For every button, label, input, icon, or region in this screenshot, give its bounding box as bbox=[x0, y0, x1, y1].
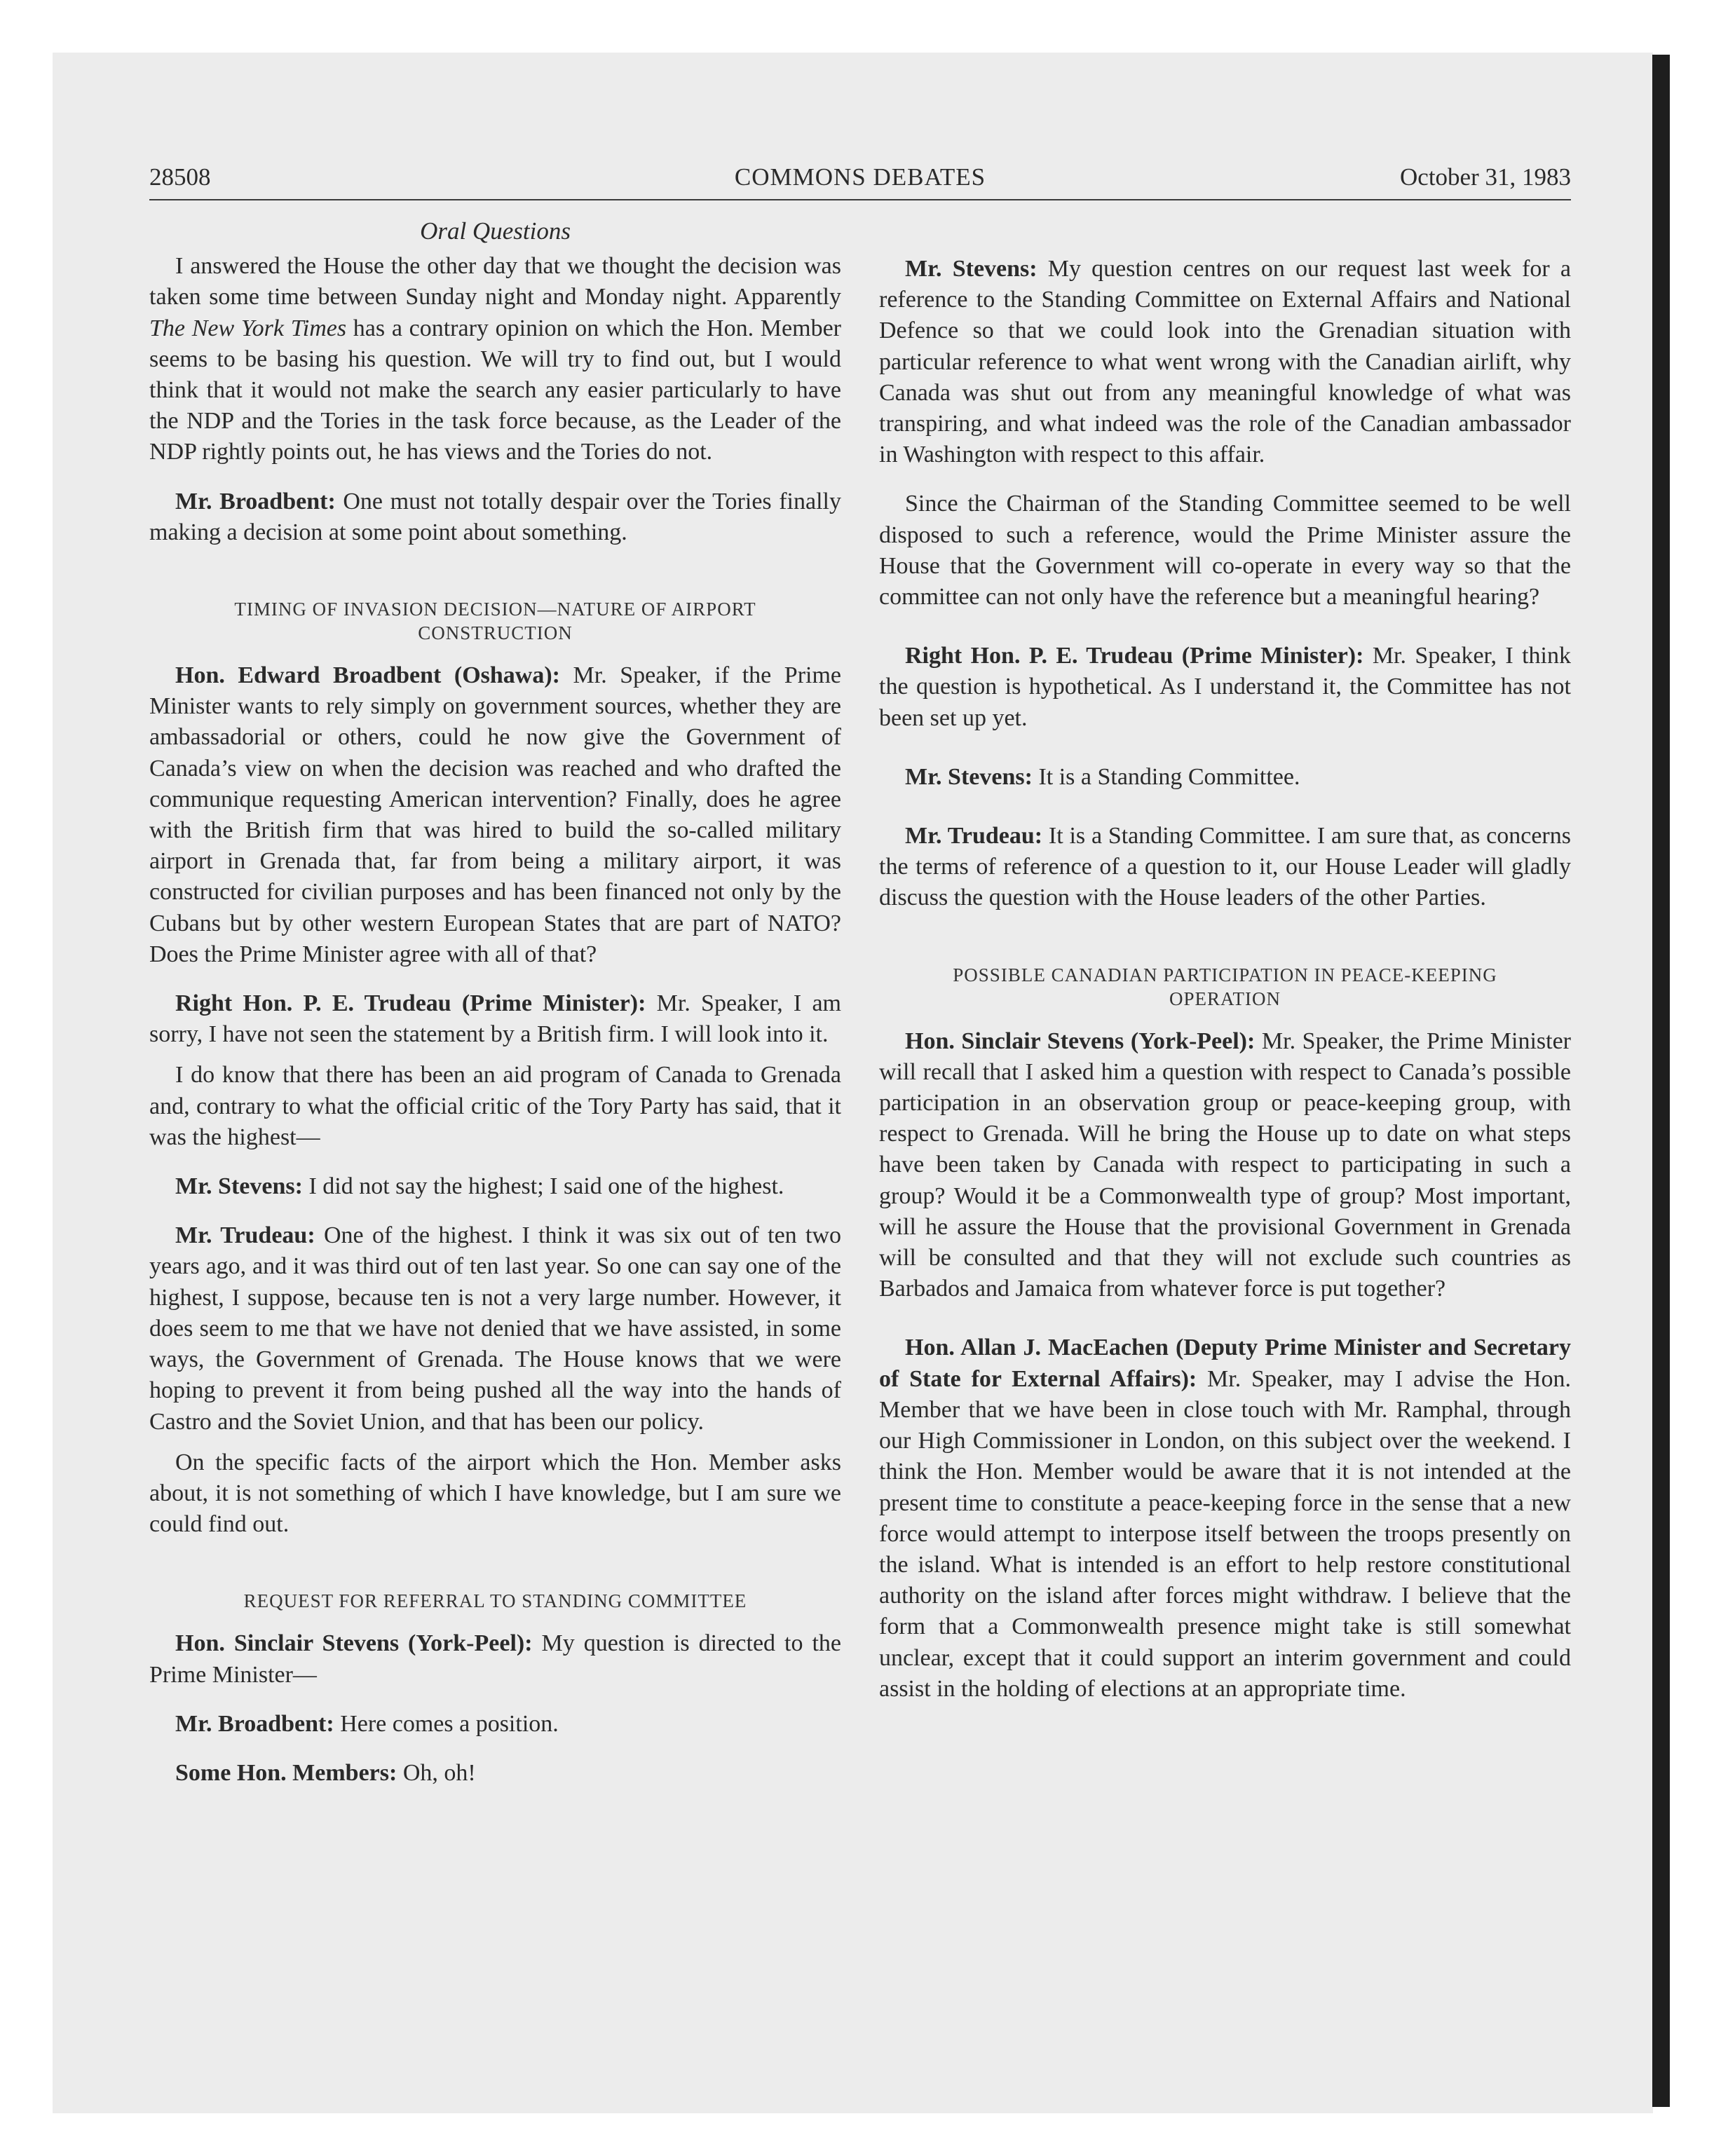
paragraph bbox=[879, 489, 1571, 613]
paragraph-text: It is a Standing Committee. bbox=[1032, 763, 1300, 790]
paragraph bbox=[149, 660, 841, 970]
publication-date: October 31, 1983 bbox=[1400, 163, 1571, 191]
paragraph-text: Since the Chairman of the Standing Committee seemed to be well disposed to such a reference, would the Prime Minister assure the House that the Government will co-operate in every way so that the committee can not only have the reference but a meaningful hearing? bbox=[879, 491, 1571, 610]
paragraph bbox=[879, 254, 1571, 470]
paragraph bbox=[879, 821, 1571, 914]
paragraph bbox=[149, 486, 841, 548]
paragraph bbox=[879, 641, 1571, 734]
paragraph bbox=[149, 1220, 841, 1437]
paragraph bbox=[149, 251, 841, 468]
paragraph-text: On the specific facts of the airport which the Hon. Member asks about, it is not something of which I have knowledge, but I am sure we could find out. bbox=[149, 1449, 841, 1538]
paragraph-text: One must not totally despair over the Tories finally making a decision at some point about something. bbox=[149, 488, 841, 545]
paragraph bbox=[879, 1026, 1571, 1305]
paragraph bbox=[149, 1628, 841, 1690]
paragraph bbox=[149, 1171, 841, 1202]
italic-title: The New York Times bbox=[149, 315, 347, 341]
paragraph bbox=[879, 762, 1571, 793]
section-heading: POSSIBLE CANADIAN PARTICIPATION IN PEACE-KEEPING OPERATION bbox=[953, 964, 1497, 1009]
speaker-name: Mr. Stevens: bbox=[905, 763, 1033, 790]
paragraph-text: Mr. Speaker, I am sorry, I have not seen the statement by a British firm. I will look into it. bbox=[149, 990, 841, 1048]
speaker-name: Mr. Broadbent: bbox=[175, 1710, 334, 1737]
speaker-name: Mr. Stevens: bbox=[905, 256, 1037, 282]
paragraph-text: Mr. Speaker, may I advise the Hon. Member that we have been in close touch with Mr. Ramphal, through our High Commissioner in London, on this subject over the weekend. I think the Hon. Member would be aware that it is not intended at the present time to constitute a peace-keeping force in the sense that a new force would attempt to interpose itself between the troops presently on the island. What is intended is an effort to help restore constitutional authority on the island after forces might withdraw. I believe that the form that a Commonwealth presence might take is still somewhat unclear, except that it could support an interim government and could assist in the holding of elections at an appropriate time. bbox=[879, 1365, 1571, 1702]
paragraph-text: Here comes a position. bbox=[334, 1710, 559, 1737]
paragraph-text: Oh, oh! bbox=[397, 1759, 476, 1786]
paragraph-text: I do know that there has been an aid program of Canada to Grenada and, contrary to what the official critic of the Tory Party has said, that it was the highest— bbox=[149, 1062, 841, 1150]
speaker-name: Mr. Stevens: bbox=[175, 1173, 303, 1200]
speaker-name: Hon. Sinclair Stevens (York-Peel): bbox=[175, 1630, 533, 1657]
paragraph bbox=[879, 1332, 1571, 1704]
paragraph-text: My question centres on our request last week for a reference to the Standing Committee on External Affairs and National Defence so that we could look into the Grenadian situation with particular reference to what went wrong with the Canadian airlift, why Canada was shut out from any meaningful knowledge of what was transpiring, and what indeed was the role of the Canadian ambassador in Washington with respect to this affair. bbox=[879, 256, 1571, 468]
speaker-name: Right Hon. P. E. Trudeau (Prime Minister): bbox=[175, 990, 646, 1017]
speaker-name: Some Hon. Members: bbox=[175, 1759, 397, 1786]
paragraph-text: One of the highest. I think it was six out of ten two years ago, and it was third out of ten last year. So one can say one of the highest, I suppose, because ten is not a very large number. However, it does seem to me that we have not denied that we have assisted, in some ways, the Government of Grenada. The House knows that we were hoping to prevent it from being pushed all the way into the hands of Castro and the Soviet Union, and that has been our policy. bbox=[149, 1222, 841, 1435]
paragraph bbox=[149, 1060, 841, 1153]
paragraph bbox=[149, 988, 841, 1050]
scan-edge-shadow bbox=[1652, 55, 1670, 2107]
speaker-name: Mr. Broadbent: bbox=[175, 488, 336, 514]
paragraph-text: My question is directed to the Prime Minister— bbox=[149, 1630, 841, 1688]
paragraph-text: Mr. Speaker, the Prime Minister will recall that I asked him a question with respect to Canada’s possible participation in an observation group or peace-keeping group, with respect to Grenada. Will he bring the House up to date on what steps have been taken by Canada with respect to participating in such a group? Would it be a Commonwealth type of group? Most important, will he assure the House that the provisional Government in Grenada will be consulted and that they will not exclude such countries as Barbados and Jamaica from whatever force is put together? bbox=[879, 1028, 1571, 1302]
paragraph-text: Mr. Speaker, if the Prime Minister wants to rely simply on government sources, whether they are ambassadorial or others, could he now give the Government of Canada’s view on when the decision was reached and who drafted the communique requesting American intervention? Finally, does he agree with the British firm that was hired to build the so-called military airport in Grenada that, far from being a military airport, it was constructed for civilian purposes and has been financed not only by the Cubans but by other western European States that are part of NATO? Does the Prime Minister agree with all of that? bbox=[149, 662, 841, 967]
speaker-name: Hon. Allan J. MacEachen (Deputy Prime Minister and Secretary of State for External Affairs): bbox=[879, 1335, 1571, 1392]
speaker-name: Hon. Sinclair Stevens (York-Peel): bbox=[905, 1028, 1256, 1054]
paragraph-text: has a contrary opinion on which the Hon. Member seems to be basing his question. We will try to find out, but I would think that it would not make the search any easier particularly to have the NDP and the Tories in the task force because, as the Leader of the NDP rightly points out, he has views and the Tories do not. bbox=[149, 315, 841, 465]
speaker-name: Mr. Trudeau: bbox=[905, 823, 1043, 850]
paragraph-text: I answered the House the other day that we thought the decision was taken some time between Sunday night and Monday night. Apparently bbox=[149, 253, 841, 311]
section-heading: REQUEST FOR REFERRAL TO STANDING COMMITTEE bbox=[243, 1590, 747, 1612]
paragraph bbox=[149, 1709, 841, 1740]
paragraph-text: I did not say the highest; I said one of the highest. bbox=[302, 1173, 784, 1200]
speaker-name: Hon. Edward Broadbent (Oshawa): bbox=[175, 662, 560, 689]
publication-title: COMMONS DEBATES bbox=[734, 163, 986, 191]
page-number: 28508 bbox=[149, 163, 211, 191]
paragraph bbox=[149, 1758, 841, 1789]
right-column bbox=[879, 254, 1571, 1723]
section-heading: TIMING OF INVASION DECISION—NATURE OF AIRPORT CONSTRUCTION bbox=[234, 599, 756, 644]
speaker-name: Right Hon. P. E. Trudeau (Prime Minister): bbox=[905, 643, 1364, 669]
paragraph bbox=[149, 1447, 841, 1541]
header-rule bbox=[149, 199, 1571, 200]
paragraph-text: It is a Standing Committee. I am sure that, as concerns the terms of reference of a question to it, our House Leader will gladly discuss the question with the House leaders of the other Parties. bbox=[879, 823, 1571, 911]
speaker-name: Mr. Trudeau: bbox=[175, 1222, 315, 1249]
running-head: Oral Questions bbox=[420, 217, 571, 245]
left-column bbox=[149, 210, 841, 1807]
paragraph-text: Mr. Speaker, I think the question is hypothetical. As I understand it, the Committee has not been set up yet. bbox=[879, 643, 1571, 731]
